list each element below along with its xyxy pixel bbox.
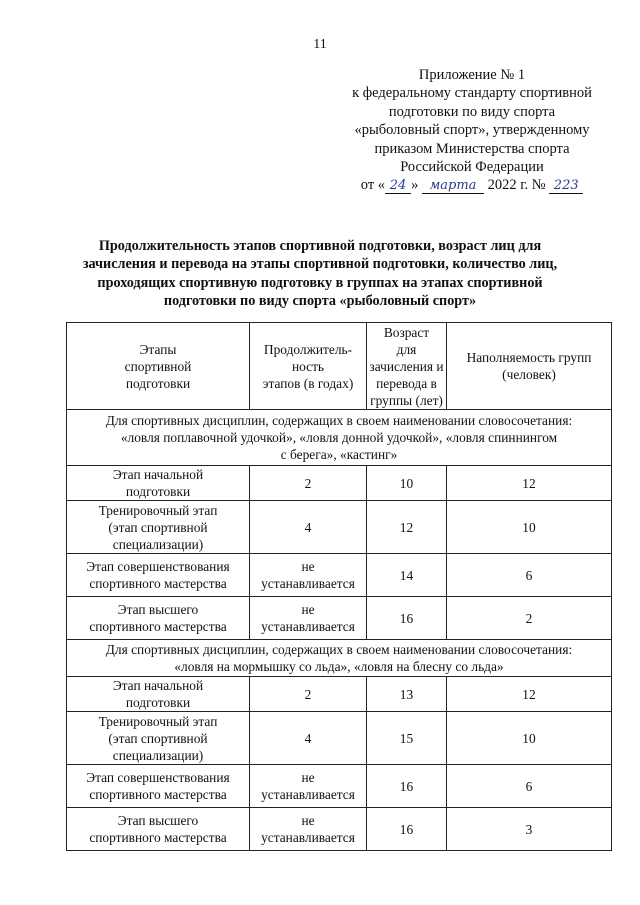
stage-cell bbox=[67, 765, 250, 808]
stage-line: подготовки bbox=[125, 484, 191, 499]
stage-line: Этап начальной bbox=[112, 467, 204, 482]
table-row bbox=[67, 808, 612, 851]
header-line: спортивной bbox=[124, 358, 192, 374]
duration-line: 2 bbox=[304, 475, 312, 491]
header-duration bbox=[250, 323, 367, 410]
document-title bbox=[52, 237, 588, 311]
header-line: зачисления и bbox=[369, 358, 444, 374]
header-group-size bbox=[447, 323, 612, 410]
date-day: 24 bbox=[385, 179, 411, 194]
age-cell: 10 bbox=[367, 466, 447, 501]
group-size-cell: 12 bbox=[447, 466, 612, 501]
title-line: Продолжительность этапов спортивной подготовки, возраст лиц для bbox=[98, 238, 542, 254]
stage-cell bbox=[67, 712, 250, 765]
page-number: 11 bbox=[313, 37, 327, 52]
stage-cell bbox=[67, 677, 250, 712]
group-size-cell: 10 bbox=[447, 501, 612, 554]
duration-line: 2 bbox=[304, 686, 312, 702]
appendix-line: Приложение № 1 bbox=[418, 67, 526, 83]
table-row bbox=[67, 765, 612, 808]
caption-line: с берега», «кастинг» bbox=[280, 447, 398, 462]
header-stage bbox=[67, 323, 250, 410]
age-cell: 16 bbox=[367, 765, 447, 808]
title-line: проходящих спортивную подготовку в группах на этапах спортивной bbox=[97, 274, 543, 291]
appendix-line: к федеральному стандарту спортивной bbox=[352, 85, 592, 102]
stages-table bbox=[66, 322, 612, 851]
stage-cell bbox=[67, 466, 250, 501]
duration-line: не bbox=[301, 559, 315, 574]
appendix-block bbox=[322, 66, 622, 195]
date-month: марта bbox=[422, 179, 484, 194]
duration-cell bbox=[250, 597, 367, 640]
group-size-cell: 12 bbox=[447, 677, 612, 712]
header-line: для bbox=[396, 341, 417, 357]
stage-line: Этап высшего bbox=[117, 813, 199, 828]
date-prefix: от « bbox=[360, 177, 386, 194]
age-cell: 14 bbox=[367, 554, 447, 597]
age-cell: 16 bbox=[367, 808, 447, 851]
duration-cell bbox=[250, 808, 367, 851]
stage-line: специализации) bbox=[112, 747, 204, 763]
header-line: группы (лет) bbox=[370, 392, 443, 408]
title-line: зачисления и перевода на этапы спортивной подготовки, количество лиц, bbox=[82, 256, 558, 273]
section-caption-row bbox=[67, 640, 612, 677]
header-line: Возраст bbox=[383, 324, 430, 340]
stage-line: (этап спортивной bbox=[108, 519, 208, 535]
order-number: 223 bbox=[549, 179, 583, 194]
duration-line: 4 bbox=[304, 519, 312, 535]
stage-cell bbox=[67, 597, 250, 640]
appendix-line: «рыболовный спорт», утвержденному bbox=[354, 122, 590, 139]
appendix-line: Российской Федерации bbox=[400, 159, 544, 176]
date-year: 2022 г. № bbox=[487, 177, 546, 194]
header-line: подготовки bbox=[125, 375, 191, 391]
order-date-line bbox=[322, 176, 622, 194]
table-row bbox=[67, 712, 612, 765]
header-line: Наполняемость групп bbox=[466, 350, 592, 365]
stage-line: Тренировочный этап bbox=[98, 713, 218, 729]
duration-line: устанавливается bbox=[261, 830, 355, 845]
table-header-row bbox=[67, 323, 612, 410]
duration-cell bbox=[250, 501, 367, 554]
table-row bbox=[67, 597, 612, 640]
header-line: перевода в bbox=[376, 375, 437, 391]
duration-line: устанавливается bbox=[261, 787, 355, 802]
group-size-cell: 6 bbox=[447, 554, 612, 597]
caption-line: «ловля на мормышку со льда», «ловля на блесну со льда» bbox=[174, 659, 504, 674]
header-line: (человек) bbox=[502, 367, 556, 382]
table-row bbox=[67, 501, 612, 554]
duration-line: 4 bbox=[304, 730, 312, 746]
caption-line: «ловля поплавочной удочкой», «ловля донной удочкой», «ловля спиннингом bbox=[120, 430, 558, 445]
section-caption bbox=[67, 410, 612, 466]
section-caption bbox=[67, 640, 612, 677]
table-row bbox=[67, 554, 612, 597]
stage-cell bbox=[67, 554, 250, 597]
duration-line: не bbox=[301, 813, 315, 828]
header-line: ность bbox=[291, 358, 325, 374]
stage-line: спортивного мастерства bbox=[89, 830, 227, 845]
table-row bbox=[67, 677, 612, 712]
caption-line: Для спортивных дисциплин, содержащих в своем наименовании словосочетания: bbox=[105, 642, 573, 657]
header-age bbox=[367, 323, 447, 410]
stage-line: специализации) bbox=[112, 536, 204, 552]
section-caption-row bbox=[67, 410, 612, 466]
duration-line: устанавливается bbox=[261, 576, 355, 591]
duration-line: устанавливается bbox=[261, 619, 355, 634]
appendix-line: подготовки по виду спорта bbox=[388, 103, 556, 120]
duration-cell bbox=[250, 466, 367, 501]
title-line: подготовки по виду спорта «рыболовный спорт» bbox=[163, 293, 477, 310]
appendix-line: приказом Министерства спорта bbox=[374, 140, 570, 157]
duration-cell bbox=[250, 677, 367, 712]
duration-cell bbox=[250, 554, 367, 597]
duration-line: не bbox=[301, 602, 315, 617]
table-row bbox=[67, 466, 612, 501]
group-size-cell: 2 bbox=[447, 597, 612, 640]
duration-cell bbox=[250, 712, 367, 765]
age-cell: 16 bbox=[367, 597, 447, 640]
stage-line: Этап совершенствования bbox=[86, 559, 230, 574]
stage-line: Этап высшего bbox=[117, 602, 199, 617]
stage-line: подготовки bbox=[125, 695, 191, 710]
stage-line: спортивного мастерства bbox=[89, 619, 227, 634]
age-cell: 15 bbox=[367, 712, 447, 765]
stage-cell bbox=[67, 501, 250, 554]
group-size-cell: 10 bbox=[447, 712, 612, 765]
caption-line: Для спортивных дисциплин, содержащих в своем наименовании словосочетания: bbox=[105, 413, 573, 428]
stage-line: Этап совершенствования bbox=[86, 770, 230, 785]
stage-cell bbox=[67, 808, 250, 851]
duration-cell bbox=[250, 765, 367, 808]
stage-line: Тренировочный этап bbox=[98, 502, 218, 518]
group-size-cell: 6 bbox=[447, 765, 612, 808]
stage-line: спортивного мастерства bbox=[89, 787, 227, 802]
stage-line: спортивного мастерства bbox=[89, 576, 227, 591]
age-cell: 13 bbox=[367, 677, 447, 712]
header-line: Продолжитель- bbox=[263, 341, 353, 357]
stage-line: (этап спортивной bbox=[108, 730, 208, 746]
stage-line: Этап начальной bbox=[112, 678, 204, 693]
header-line: этапов (в годах) bbox=[262, 375, 354, 391]
header-line: Этапы bbox=[139, 341, 177, 357]
date-mid: » bbox=[411, 177, 419, 194]
duration-line: не bbox=[301, 770, 315, 785]
group-size-cell: 3 bbox=[447, 808, 612, 851]
age-cell: 12 bbox=[367, 501, 447, 554]
